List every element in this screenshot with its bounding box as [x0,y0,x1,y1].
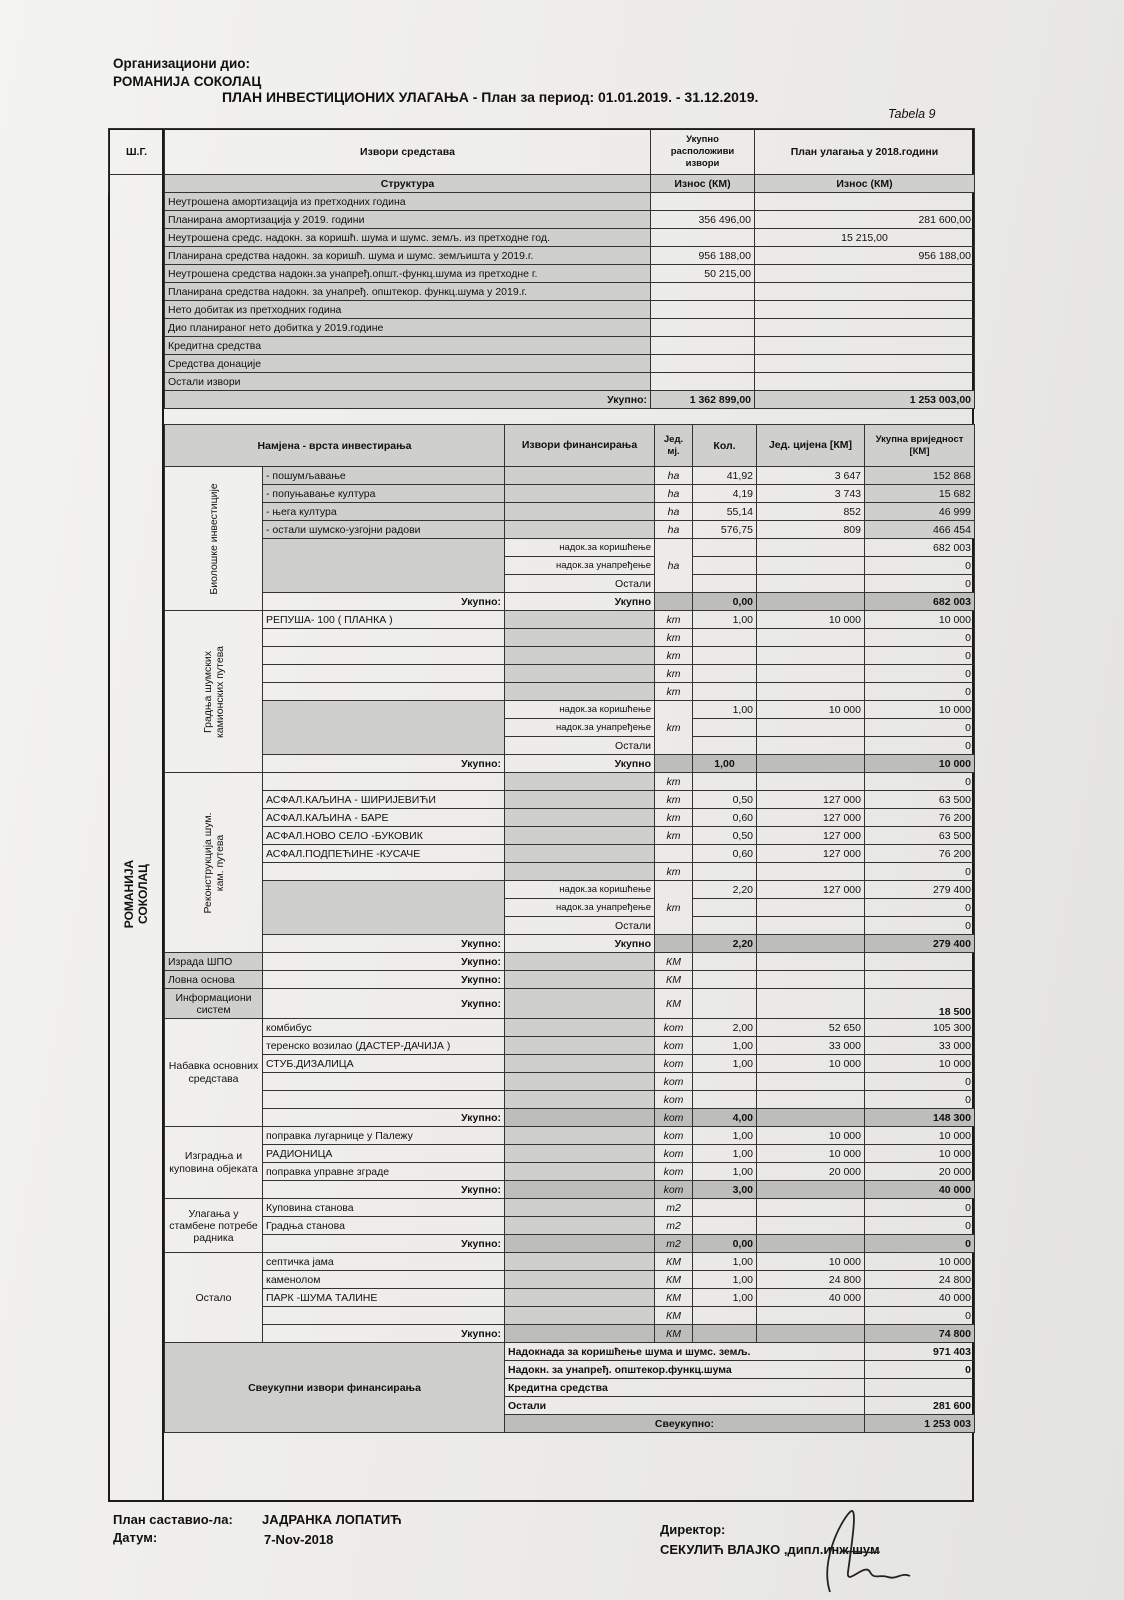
fin-un-total: 0 [865,899,975,917]
item-unit: km [655,863,693,881]
item-total: 46 999 [865,503,975,521]
date-value: 7-Nov-2018 [264,1532,334,1547]
sources-total-available: 1 362 899,00 [651,391,755,409]
source-available: 50 215,00 [651,265,755,283]
item-price: 3 647 [757,467,865,485]
fin-kor-price: 10 000 [757,701,865,719]
item-price: 10 000 [757,1055,865,1073]
item-name [263,773,505,791]
item-qty: 1,00 [693,1163,757,1181]
section-assets: Набавка основних средстава [165,1019,263,1127]
source-plan [755,373,975,391]
item-qty: 0,50 [693,827,757,845]
item-name: теренско возилао (ДАСТЕР-ДАЧИЈА ) [263,1037,505,1055]
item-unit: km [655,773,693,791]
item-name: комбибус [263,1019,505,1037]
summary-title: Свеукупни извори финансирања [165,1343,505,1433]
source-plan: 15 215,00 [755,229,975,247]
fin-un-total: 0 [865,719,975,737]
section-total-unit: m2 [655,1235,693,1253]
source-plan [755,301,975,319]
item-total: 466 454 [865,521,975,539]
item-unit: km [655,665,693,683]
item-qty: 55,14 [693,503,757,521]
fin-unit: ha [655,539,693,593]
source-plan: 281 600,00 [755,211,975,229]
item-price: 127 000 [757,845,865,863]
item-total: 0 [865,647,975,665]
item-qty: 576,75 [693,521,757,539]
source-plan: 956 188,00 [755,247,975,265]
fin-ost-total: 0 [865,737,975,755]
section-total: 10 000 [865,755,975,773]
summary-value: 281 600 [865,1397,975,1415]
summary-value [865,1379,975,1397]
item-qty [693,773,757,791]
section-total-label-2: Укупно [505,935,655,953]
source-plan [755,319,975,337]
source-label: Кредитна средства [165,337,651,355]
item-price: 20 000 [757,1163,865,1181]
misc-unit: КМ [655,971,693,989]
item-qty: 0,50 [693,791,757,809]
item-unit: КМ [655,1271,693,1289]
fin-un-label: надок.за унапређење [505,719,655,737]
misc-total-label: Укупно: [263,971,505,989]
org-name: РОМАНИЈА СОКОЛАЦ [113,74,262,89]
table-number: Tabela 9 [888,107,936,121]
amount-header-2: Износ (КМ) [755,175,975,193]
item-name [263,863,505,881]
item-unit: kom [655,1019,693,1037]
fin-kor-label: надок.за коришћење [505,701,655,719]
item-name: - остали шумско-узгојни радови [263,521,505,539]
source-plan [755,337,975,355]
summary-value: 971 403 [865,1343,975,1361]
source-label: Неутрошена амортизација из претходних година [165,193,651,211]
fin-un-label: надок.за унапређење [505,557,655,575]
item-price [757,1091,865,1109]
item-total: 10 000 [865,1145,975,1163]
item-qty [693,665,757,683]
item-price: 127 000 [757,827,865,845]
item-price: 40 000 [757,1289,865,1307]
item-name [263,1091,505,1109]
section-total-unit: КМ [655,1325,693,1343]
item-name: АСФАЛ.ПОДПЕЋИНЕ -КУСАЧЕ [263,845,505,863]
item-qty: 41,92 [693,467,757,485]
section-total-qty: 0,00 [693,593,757,611]
item-price: 127 000 [757,809,865,827]
total-header: Укупна вриједност [КМ] [865,425,975,467]
item-unit: ha [655,503,693,521]
item-name [263,665,505,683]
item-qty [693,1091,757,1109]
item-unit: km [655,791,693,809]
item-name: РЕПУША- 100 ( ПЛАНКА ) [263,611,505,629]
signature [810,1502,930,1597]
section-total-unit: kom [655,1109,693,1127]
item-qty [693,1199,757,1217]
item-price [757,773,865,791]
director-label: Директор: [660,1522,726,1537]
misc-unit: КМ [655,989,693,1019]
item-name: - њега култура [263,503,505,521]
item-unit: km [655,827,693,845]
price-header: Јед. цијена [КМ] [757,425,865,467]
item-total: 63 500 [865,791,975,809]
item-total: 63 500 [865,827,975,845]
fin-ost-total: 0 [865,575,975,593]
misc-total: 18 500 [865,989,975,1019]
amount-header: Износ (КМ) [651,175,755,193]
section-total: 40 000 [865,1181,975,1199]
item-name: поправка лугарнице у Палежу [263,1127,505,1145]
item-unit: m2 [655,1217,693,1235]
section-total-label: Укупно: [263,1109,505,1127]
item-price [757,863,865,881]
section-bio: Биолошке инвестиције [165,467,263,611]
fin-ost-label: Остали [505,917,655,935]
item-unit: КМ [655,1289,693,1307]
section-roads: Градња шумских камионских путева [165,611,263,773]
fin-kor-qty [693,539,757,557]
fin-kor-total: 279 400 [865,881,975,899]
item-total: 20 000 [865,1163,975,1181]
source-label: Планирана амортизација у 2019. години [165,211,651,229]
date-label: Датум: [113,1530,158,1545]
misc-label: Ловна основа [165,971,263,989]
item-unit: km [655,683,693,701]
source-available [651,283,755,301]
plan-title: ПЛАН ИНВЕСТИЦИОНИХ УЛАГАЊА - План за период: 01.01.2019. - 31.12.2019. [222,89,759,105]
fin-kor-label: надок.за коришћење [505,539,655,557]
fin-kor-qty: 1,00 [693,701,757,719]
section-total-label: Укупно: [263,935,505,953]
item-total: 0 [865,1091,975,1109]
item-total: 0 [865,1217,975,1235]
item-unit: kom [655,1127,693,1145]
item-price [757,647,865,665]
item-name: СТУБ.ДИЗАЛИЦА [263,1055,505,1073]
section-total-label: Укупно: [263,1325,505,1343]
item-price: 52 650 [757,1019,865,1037]
qty-header: Кол. [693,425,757,467]
item-name [263,647,505,665]
item-qty: 4,19 [693,485,757,503]
fin-un-total: 0 [865,557,975,575]
item-unit: kom [655,1091,693,1109]
item-name: АСФАЛ.КАЉИНА - ШИРИЈЕВИЋИ [263,791,505,809]
section-total-label: Укупно: [263,1235,505,1253]
source-available [651,337,755,355]
item-name: Куповина станова [263,1199,505,1217]
item-price: 852 [757,503,865,521]
item-qty: 1,00 [693,1289,757,1307]
section-total-label: Укупно: [263,1181,505,1199]
grand-total: 1 253 003 [865,1415,975,1433]
item-qty: 1,00 [693,1145,757,1163]
item-unit: km [655,809,693,827]
fin-kor-total: 682 003 [865,539,975,557]
purpose-header: Намјена - врста инвестирања [165,425,505,467]
item-name: септичка јама [263,1253,505,1271]
item-unit: ha [655,467,693,485]
source-label: Неутрошена средства надокн.за унапређ.општ.-функц.шума из претходне г. [165,265,651,283]
item-total: 10 000 [865,1055,975,1073]
source-label: Планирана средства надокн. за унапређ. општекор. функц.шума у 2019.г. [165,283,651,301]
fin-ost-total: 0 [865,917,975,935]
sources-table [108,128,975,409]
misc-label: Израда ШПО [165,953,263,971]
item-price: 10 000 [757,1253,865,1271]
source-available [651,301,755,319]
fin-ost-label: Остали [505,737,655,755]
item-qty [693,1073,757,1091]
section-total: 0 [865,1235,975,1253]
item-price: 10 000 [757,611,865,629]
fin-kor-price: 127 000 [757,881,865,899]
item-total: 152 868 [865,467,975,485]
item-price [757,1217,865,1235]
item-unit: kom [655,1073,693,1091]
item-name: АСФАЛ.КАЉИНА - БАРЕ [263,809,505,827]
item-total: 33 000 [865,1037,975,1055]
item-qty [693,629,757,647]
section-total: 74 800 [865,1325,975,1343]
item-name: - пошумљавање [263,467,505,485]
item-total: 15 682 [865,485,975,503]
item-unit: kom [655,1145,693,1163]
fin-unit: km [655,881,693,935]
item-unit: km [655,629,693,647]
summary-label: Надокнада за коришћење шума и шумс. земљ. [505,1343,865,1361]
item-name: РАДИОНИЦА [263,1145,505,1163]
section-total-label: Укупно: [263,593,505,611]
item-price: 809 [757,521,865,539]
source-label: Средства донације [165,355,651,373]
item-total: 0 [865,683,975,701]
item-qty: 0,60 [693,809,757,827]
item-price [757,683,865,701]
item-price: 24 800 [757,1271,865,1289]
fin-un-label: надок.за унапређење [505,899,655,917]
item-name [263,1307,505,1325]
section-housing: Улагања у стамбене потребе радника [165,1199,263,1253]
financing-header: Извори финансирања [505,425,655,467]
item-qty [693,1217,757,1235]
item-unit: КМ [655,1253,693,1271]
section-total-qty: 3,00 [693,1181,757,1199]
source-available [651,373,755,391]
item-unit: kom [655,1055,693,1073]
item-price [757,1199,865,1217]
misc-total-label: Укупно: [263,989,505,1019]
made-by-label: План саставио-ла: [113,1512,233,1527]
misc-unit: КМ [655,953,693,971]
summary-label: Остали [505,1397,865,1415]
section-total-label-2: Укупно [505,755,655,773]
item-total: 10 000 [865,1127,975,1145]
source-plan [755,283,975,301]
item-name [263,629,505,647]
available-header: Укупно расположиви извори [651,129,755,175]
item-name: - попуњавање култура [263,485,505,503]
source-label: Нето добитак из претходних година [165,301,651,319]
item-total: 76 200 [865,809,975,827]
director-name: СЕКУЛИЋ ВЛАЈКО ,дипл.инж.шум [660,1542,880,1557]
section-total-qty: 0,00 [693,1235,757,1253]
item-unit: ha [655,485,693,503]
misc-total-label: Укупно: [263,953,505,971]
item-qty [693,683,757,701]
grand-total-label: Свеукупно: [505,1415,865,1433]
section-total-unit: kom [655,1181,693,1199]
sources-header: Извори средстава [165,129,651,175]
unit-header: Јед. мј. [655,425,693,467]
item-qty: 1,00 [693,1271,757,1289]
item-name: АСФАЛ.НОВО СЕЛО -БУКОВИК [263,827,505,845]
item-price: 3 743 [757,485,865,503]
item-price [757,1307,865,1325]
item-qty [693,647,757,665]
summary-value: 0 [865,1361,975,1379]
source-label: Планирана средства надокн. за коришћ. шума и шумс. земљишта у 2019.г. [165,247,651,265]
item-name [263,683,505,701]
item-total: 24 800 [865,1271,975,1289]
section-total: 279 400 [865,935,975,953]
item-total: 0 [865,665,975,683]
item-total: 10 000 [865,611,975,629]
item-total: 0 [865,629,975,647]
source-available: 356 496,00 [651,211,755,229]
fin-unit: km [655,701,693,755]
misc-total [865,971,975,989]
misc-label: Информациони систем [165,989,263,1019]
section-total-label-2: Укупно [505,593,655,611]
sources-total-plan: 1 253 003,00 [755,391,975,409]
item-unit: ha [655,521,693,539]
item-qty [693,863,757,881]
item-total: 105 300 [865,1019,975,1037]
source-label: Остали извори [165,373,651,391]
item-unit: kom [655,1163,693,1181]
fin-kor-total: 10 000 [865,701,975,719]
item-total: 0 [865,1073,975,1091]
source-plan [755,355,975,373]
item-total: 10 000 [865,1253,975,1271]
source-plan [755,193,975,211]
section-total-qty: 1,00 [693,755,757,773]
structure-header: Структура [165,175,651,193]
item-total: 0 [865,863,975,881]
item-name: каменолом [263,1271,505,1289]
item-price: 33 000 [757,1037,865,1055]
item-price: 10 000 [757,1127,865,1145]
item-total: 0 [865,1307,975,1325]
source-available [651,193,755,211]
item-qty: 0,60 [693,845,757,863]
source-available [651,355,755,373]
item-total: 0 [865,773,975,791]
source-available [651,229,755,247]
item-qty [693,1307,757,1325]
item-qty: 1,00 [693,1127,757,1145]
source-available: 956 188,00 [651,247,755,265]
section-buildings: Изградња и куповина објеката [165,1127,263,1199]
item-total: 40 000 [865,1289,975,1307]
section-total: 148 300 [865,1109,975,1127]
sources-total-label: Укупно: [165,391,651,409]
section-total: 682 003 [865,593,975,611]
item-unit [655,845,693,863]
fin-kor-qty: 2,20 [693,881,757,899]
source-label: Дио планираног нето добитка у 2019.године [165,319,651,337]
org-vertical-label: РОМАНИЈА СОКОЛАЦ [122,859,150,929]
section-other: Остало [165,1253,263,1343]
sg-header: Ш.Г. [109,129,165,175]
section-total-label: Укупно: [263,755,505,773]
source-plan [755,265,975,283]
item-name: Градња станова [263,1217,505,1235]
section-total-qty: 2,20 [693,935,757,953]
item-name: поправка управне зграде [263,1163,505,1181]
source-available [651,319,755,337]
item-price [757,665,865,683]
item-unit: km [655,611,693,629]
item-name [263,1073,505,1091]
item-name: ПАРК -ШУМА ТАЛИНЕ [263,1289,505,1307]
item-unit: КМ [655,1307,693,1325]
org-label: Организациони дио: [113,56,251,71]
item-price [757,1073,865,1091]
summary-label: Надокн. за унапређ. општекор.функц.шума [505,1361,865,1379]
item-price: 127 000 [757,791,865,809]
fin-ost-label: Остали [505,575,655,593]
misc-total [865,953,975,971]
source-label: Неутрошена средс. надокн. за коришћ. шума и шумс. земљ. из претходне год. [165,229,651,247]
fin-kor-price [757,539,865,557]
section-recon: Реконструкција шум. кам. путева [165,773,263,953]
item-qty: 1,00 [693,1253,757,1271]
item-qty: 1,00 [693,1055,757,1073]
item-qty: 1,00 [693,611,757,629]
plan2018-header: План улагања у 2018.години [755,129,975,175]
fin-kor-label: надок.за коришћење [505,881,655,899]
item-unit: kom [655,1037,693,1055]
item-price [757,629,865,647]
item-price: 10 000 [757,1145,865,1163]
item-qty: 1,00 [693,1037,757,1055]
item-total: 0 [865,1199,975,1217]
summary-label: Кредитна средства [505,1379,865,1397]
item-qty: 2,00 [693,1019,757,1037]
item-unit: m2 [655,1199,693,1217]
item-total: 76 200 [865,845,975,863]
investment-table [164,424,975,1433]
made-by-name: ЈАДРАНКА ЛОПАТИЋ [262,1512,402,1527]
item-unit: km [655,647,693,665]
section-total-qty: 4,00 [693,1109,757,1127]
